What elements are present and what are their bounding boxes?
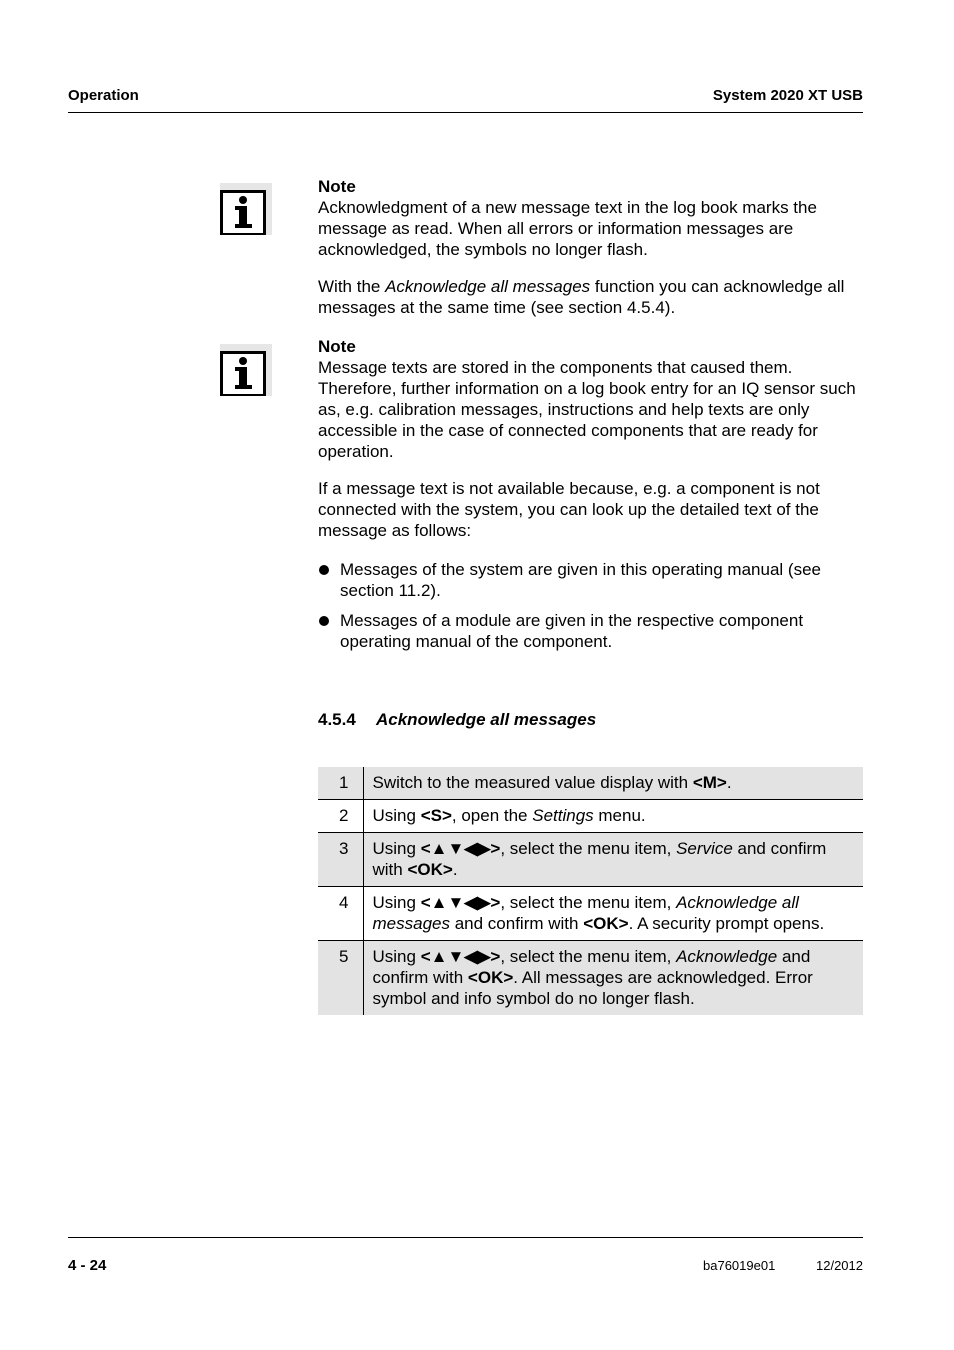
footer-rule <box>68 1237 863 1238</box>
list-item <box>318 610 863 652</box>
bullet-list <box>318 559 863 652</box>
steps-table <box>318 767 863 1015</box>
list-item-text: Messages of the system are given in this operating manual (see section 11.2). <box>340 560 821 600</box>
step-text: Using <▲▼◀▶>, select the menu item, Acknowledge all messages and confirm with <OK>. A security prompt opens. <box>372 893 825 933</box>
table-row <box>318 941 863 1016</box>
step-number: 4 <box>318 887 363 941</box>
document-date: 12/2012 <box>816 1258 863 1273</box>
bullet-icon <box>319 616 329 626</box>
info-icon <box>220 183 272 235</box>
section-number: 4.5.4 <box>318 710 356 729</box>
step-text: Using <S>, open the Settings menu. <box>372 806 646 825</box>
header-rule <box>68 112 863 113</box>
step-text: Using <▲▼◀▶>, select the menu item, Service and confirm with <OK>. <box>363 833 863 887</box>
page-header-right: System 2020 XT USB <box>712 87 863 104</box>
paragraph: If a message text is not available because, e.g. a component is not connected with the system, you can look up the detailed text of the message as follows: <box>318 479 820 540</box>
note-block-1 <box>318 176 863 318</box>
note-block-2 <box>318 336 863 541</box>
table-row <box>318 833 863 887</box>
section-title: Acknowledge all messages <box>376 710 597 729</box>
page-header-left: Operation <box>68 87 139 104</box>
step-number: 5 <box>318 941 363 1016</box>
list-item <box>318 559 863 601</box>
table-row <box>318 767 863 800</box>
document-id: ba76019e01 <box>703 1258 776 1273</box>
step-text: Switch to the measured value display with <M>. <box>363 767 863 800</box>
note-title: Note <box>318 337 356 356</box>
note-body: Message texts are stored in the components that caused them. Therefore, further information on a log book entry for an IQ sensor such as, e.g. calibration messages, instructions and help texts are only accessible in the case of connected components that are ready for operation. <box>318 358 856 461</box>
function-name: Acknowledge all messages <box>385 277 591 296</box>
note-body: Acknowledgment of a new message text in the log book marks the message as read. When all errors or information messages are acknowledged, the symbols no longer flash. <box>318 198 817 259</box>
step-number: 2 <box>318 800 363 833</box>
paragraph <box>318 276 863 318</box>
table-row <box>318 887 863 941</box>
info-icon <box>220 344 272 396</box>
step-text: Using <▲▼◀▶>, select the menu item, Acknowledge and confirm with <OK>. All messages are acknowledged. Error symbol and info symbol do no longer flash. <box>363 941 863 1016</box>
step-number: 3 <box>318 833 363 887</box>
bullet-icon <box>319 565 329 575</box>
table-row <box>318 800 863 833</box>
text-run: function you can acknowledge all messages at the same time (see section 4.5.4). <box>318 277 845 317</box>
section-heading <box>318 710 596 730</box>
text-run: With the <box>318 277 386 296</box>
note-title: Note <box>318 177 356 196</box>
list-item-text: Messages of a module are given in the respective component operating manual of the component. <box>340 611 804 651</box>
page-number: 4 - 24 <box>68 1257 107 1274</box>
step-number: 1 <box>318 767 363 800</box>
